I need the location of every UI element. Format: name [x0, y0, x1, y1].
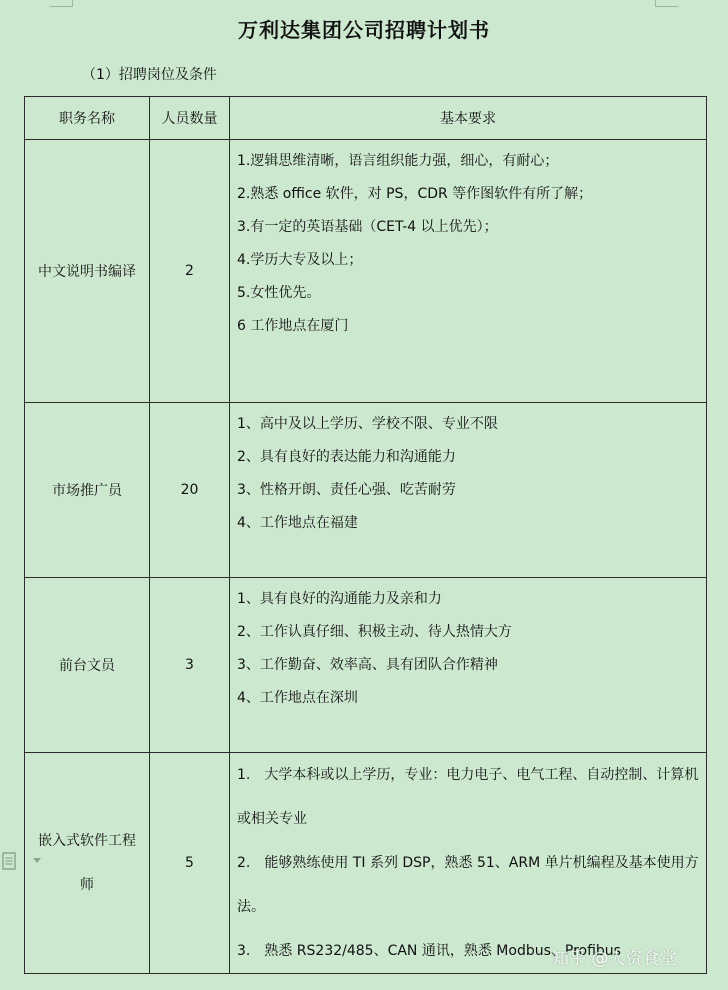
requirement-item: 3、工作勤奋、效率高、具有团队合作精神	[237, 657, 498, 673]
position-cell	[25, 753, 150, 974]
watermark: 知乎 @人资食堂	[552, 949, 677, 969]
crop-mark-top-left	[50, 0, 73, 7]
requirement-item: 6 工作地点在厦门	[237, 318, 349, 334]
requirement-item: 2、具有良好的表达能力和沟通能力	[237, 449, 456, 465]
requirement-item: 5.女性优先。	[237, 285, 321, 301]
header-count: 人员数量	[150, 97, 230, 140]
count-cell: 2	[150, 140, 230, 403]
requirement-item: 3、性格开朗、责任心强、吃苦耐劳	[237, 482, 456, 498]
position-line: 师	[80, 877, 94, 893]
crop-mark-top-right	[655, 0, 678, 7]
document-icon[interactable]	[0, 850, 18, 872]
requirement-item: 1、高中及以上学历、学校不限、专业不限	[237, 416, 498, 432]
count-cell: 5	[150, 753, 230, 974]
table-row	[25, 753, 707, 974]
count-cell: 20	[150, 403, 230, 578]
job-table	[24, 96, 707, 974]
chevron-down-icon[interactable]	[33, 858, 41, 863]
table-row	[25, 140, 707, 403]
requirements-cell	[230, 140, 707, 403]
requirement-item: 2. 能够熟练使用 TI 系列 DSP，熟悉 51、ARM 单片机编程及基本使用方法。	[237, 855, 699, 915]
header-requirements: 基本要求	[230, 97, 707, 140]
document-title: 万利达集团公司招聘计划书	[238, 18, 490, 42]
position-line: 嵌入式软件工程	[38, 833, 136, 849]
requirements-cell	[230, 403, 707, 578]
table-row	[25, 403, 707, 578]
requirement-item: 3. 熟悉 RS232/485、CAN 通讯，熟悉 Modbus、Profibus	[237, 943, 621, 959]
requirement-item: 1. 大学本科或以上学历，专业：电力电子、电气工程、自动控制、计算机或相关专业	[237, 767, 699, 827]
position-cell: 前台文员	[25, 578, 150, 753]
requirement-item: 1.逻辑思维清晰，语言组织能力强，细心，有耐心；	[237, 153, 559, 169]
requirement-item: 3.有一定的英语基础（CET-4 以上优先）；	[237, 219, 498, 235]
section-heading: （1）招聘岗位及条件	[82, 67, 217, 83]
position-cell: 市场推广员	[25, 403, 150, 578]
header-position: 职务名称	[25, 97, 150, 140]
requirement-item: 1、具有良好的沟通能力及亲和力	[237, 591, 442, 607]
position-cell: 中文说明书编译	[25, 140, 150, 403]
requirement-item: 4、工作地点在深圳	[237, 690, 358, 706]
requirement-item: 4、工作地点在福建	[237, 515, 358, 531]
requirement-item: 4.学历大专及以上；	[237, 252, 363, 268]
requirement-item: 2.熟悉 office 软件，对 PS，CDR 等作图软件有所了解；	[237, 186, 593, 202]
requirements-cell	[230, 753, 707, 974]
table-header-row	[25, 97, 707, 140]
requirement-item: 2、工作认真仔细、积极主动、待人热情大方	[237, 624, 512, 640]
count-cell: 3	[150, 578, 230, 753]
table-row	[25, 578, 707, 753]
document-icon-glyph	[2, 852, 16, 870]
requirements-cell	[230, 578, 707, 753]
